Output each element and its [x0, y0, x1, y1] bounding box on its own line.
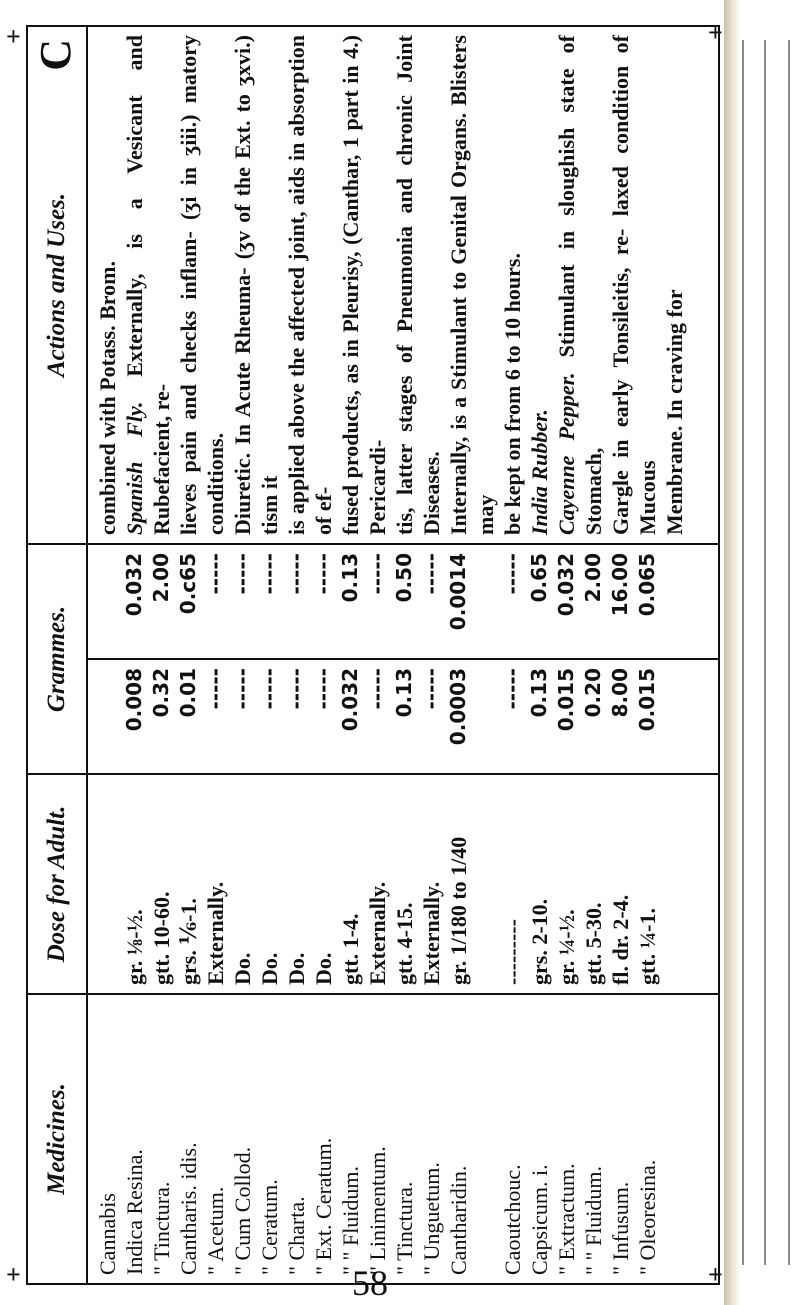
action-line: Cayenne Pepper. Stimulant in sloughish state of Stomach, [554, 35, 606, 535]
cell-med: " Infusum. [608, 1181, 633, 1275]
cell-dose: Externally. [419, 881, 444, 985]
cell-dose: grs. 2-10. [527, 898, 552, 985]
cell-g2: 0.65 [527, 553, 551, 603]
action-line: fused products, as in Pleurisy, (Canthar, 1 part in 4.) Pericardi- [338, 35, 390, 535]
section-letter: C [31, 39, 80, 71]
cell-med: " Unguetum. [419, 1162, 444, 1275]
cell-g1: ----- [230, 668, 254, 710]
cell-med: " Ext. Ceratum. [311, 1137, 336, 1275]
cell-med: " Tinctura. [392, 1181, 417, 1275]
cell-med: " Oleoresina. [635, 1159, 660, 1275]
grammes-max-column [88, 543, 718, 658]
registration-mark: + [6, 22, 21, 51]
cell-med: " Extractum. [554, 1163, 579, 1275]
cell-med: " Acetum. [203, 1186, 228, 1275]
cell-dose [94, 783, 121, 985]
cell-med: " Charta. [284, 1196, 309, 1275]
cell-dose: --------- [500, 919, 525, 985]
page-number: 58 [352, 1263, 388, 1303]
cell-dose: Do. [257, 952, 282, 985]
cell-g2: ----- [365, 553, 389, 595]
cell-g1: ----- [365, 668, 389, 710]
cell-g1: 8.00 [608, 668, 632, 718]
action-line: Membrane. In craving for [662, 289, 687, 535]
cell-dose: Externally. [365, 881, 390, 985]
cell-g2: 16.00 [608, 553, 632, 617]
cell-g1: 0.20 [581, 668, 605, 718]
cell-dose: gr. ⅛-½. [122, 909, 147, 985]
cell-g2: 0.c65 [176, 553, 200, 615]
cell-g2: 0.50 [392, 553, 416, 603]
cell-g2: ----- [419, 553, 443, 595]
cell-med: " Cum Collod. [230, 1146, 255, 1275]
header-actions [28, 27, 86, 543]
cell-med: " " Fluidum. [581, 1165, 606, 1275]
cell-g2: 0.032 [122, 553, 146, 617]
action-line: is applied above the affected joint, aids in absorption of ef- [284, 35, 336, 535]
cell-g2 [94, 553, 121, 650]
registration-mark: + [6, 1260, 21, 1289]
cell-g1: ----- [311, 668, 335, 710]
action-line: Diuretic. In Acute Rheuma- (ʒv of the Ext. to ʒxvi.) tism it [230, 35, 282, 535]
cell-dose: gr. ¼-½. [554, 909, 579, 985]
cell-med: Capsicum. i. [527, 1164, 552, 1275]
cell-g1: 0.01 [176, 668, 200, 718]
action-line: lieves pain and checks inflam- (ʒi in ʒiii.) matory conditions. [176, 35, 228, 535]
cell-g1: 0.13 [527, 668, 551, 718]
cell-g2 [472, 553, 499, 650]
cell-g1: ----- [500, 668, 524, 710]
table-header [28, 27, 88, 1283]
cell-dose: Do. [230, 952, 255, 985]
cell-g1: 0.015 [635, 668, 659, 732]
header-grammes: Grammes. [28, 543, 86, 773]
cell-g1: 0.13 [392, 668, 416, 718]
cell-med [472, 1003, 499, 1275]
cell-med: " Linimentum. [365, 1146, 390, 1275]
cell-g1: ----- [257, 668, 281, 710]
action-line: India Rubber. [527, 409, 552, 535]
action-line: Internally, is a Stimulant to Genital Organs. Blisters may [446, 35, 498, 535]
cell-med: " " Fluidum. [338, 1165, 363, 1275]
header-dose: Dose for Adult. [28, 773, 86, 993]
dosage-table [26, 25, 720, 1285]
medicines-column [88, 993, 718, 1283]
cell-med: " Ceratum. [257, 1179, 282, 1275]
cell-dose: grs. ⅙-1. [176, 898, 201, 985]
cell-dose: Do. [284, 952, 309, 985]
cell-g1: ----- [203, 668, 227, 710]
header-medicines: Medicines. [28, 993, 86, 1283]
cell-g2: ----- [284, 553, 308, 595]
cell-g2: 2.00 [581, 553, 605, 603]
cell-g1: 0.32 [149, 668, 173, 718]
cell-g2: 0.0014 [446, 553, 470, 631]
action-line: combined with Potass. Brom. [95, 261, 120, 535]
cell-dose: gtt. ¼-1. [635, 908, 660, 985]
cell-med: Caoutchouc. [500, 1164, 525, 1275]
cell-g2: ----- [257, 553, 281, 595]
dose-column [88, 773, 718, 993]
grammes-min-column [88, 658, 718, 773]
action-line: Gargle in early Tonsileitis, re- laxed condition of Mucous [608, 35, 660, 535]
adjacent-page-edge [724, 0, 800, 1305]
cell-dose: gtt. 4-15. [392, 902, 417, 985]
cell-g2: ----- [203, 553, 227, 595]
registration-mark: + [708, 18, 723, 47]
cell-dose [472, 783, 499, 985]
cell-med: Cantharidin. [446, 1165, 471, 1275]
cell-dose: Externally. [203, 881, 228, 985]
cell-dose: gtt. 10-60. [149, 891, 174, 985]
cell-dose: gtt. 5-30. [581, 902, 606, 985]
action-line: be kept on from 6 to 10 hours. [500, 253, 525, 535]
cell-g1: ----- [419, 668, 443, 710]
cell-dose: Do. [311, 952, 336, 985]
cell-g1: 0.008 [122, 668, 146, 732]
cell-g1 [472, 668, 499, 765]
cell-dose: fl. dr. 2-4. [608, 894, 633, 985]
cell-g1: ----- [284, 668, 308, 710]
cell-g1 [94, 668, 121, 765]
cell-g2: ----- [500, 553, 524, 595]
table-body [88, 27, 718, 1283]
cell-g2: 0.065 [635, 553, 659, 617]
cell-g1: 0.015 [554, 668, 578, 732]
cell-g2: ----- [230, 553, 254, 595]
cell-med: Indica Resina. [122, 1149, 147, 1275]
cell-dose: gr. 1/180 to 1/40 [446, 836, 471, 985]
action-line: tis, latter stages of Pneumonia and chronic Joint Diseases. [392, 35, 444, 535]
registration-mark: + [708, 1260, 723, 1289]
cell-dose: gtt. 1-4. [338, 913, 363, 985]
cell-med: Cannabis [95, 1193, 120, 1275]
action-line: Spanish Fly. Externally, is a Vesicant and Rubefacient, re- [122, 35, 174, 535]
cell-g1: 0.0003 [446, 668, 470, 746]
actions-column [88, 27, 718, 543]
cell-med: Cantharis. idis. [176, 1142, 201, 1275]
cell-g2: ----- [311, 553, 335, 595]
cell-g1: 0.032 [338, 668, 362, 732]
header-actions-label: Actions and Uses. [43, 192, 70, 378]
cell-g2: 0.032 [554, 553, 578, 617]
cell-g2: 0.13 [338, 553, 362, 603]
cell-med: " Tinctura. [149, 1181, 174, 1275]
cell-g2: 2.00 [149, 553, 173, 603]
